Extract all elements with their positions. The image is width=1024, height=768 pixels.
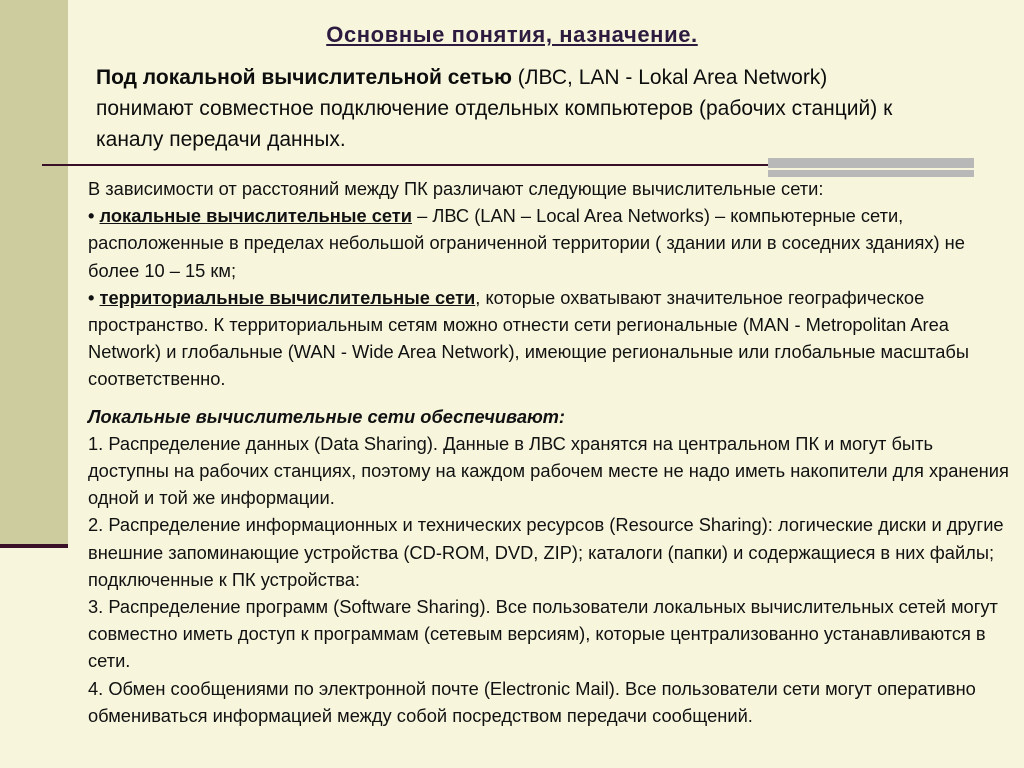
provides-item-2: 2. Распределение информационных и технических ресурсов (Resource Sharing): логические диски и другие внешние запоминающие устройства (CD-ROM, DVD, ZIP); каталоги (папки) и содержащиеся в них файлы; подключенные к ПК устройства: xyxy=(88,514,1004,590)
intro-term: Под локальной вычислительной сетью xyxy=(96,66,512,89)
types-item-lan xyxy=(88,202,1018,284)
side-decor-band xyxy=(0,0,68,548)
slide-title: Основные понятия, назначение. xyxy=(326,22,698,47)
bullet-icon: • xyxy=(88,286,95,308)
types-lead: В зависимости от расстояний между ПК различают следующие вычислительные сети: xyxy=(88,178,824,199)
term-wan: территориальные вычислительные сети xyxy=(99,286,476,308)
text-lan: – ЛВС (LAN – Local Area Networks) – компьютерные сети, расположенные в пределах небольшой ограниченной территории ( здании или в соседних зданиях) не более 10 – 15 км; xyxy=(88,205,965,281)
bullet-icon: • xyxy=(88,205,95,227)
types-item-wan xyxy=(88,284,1018,393)
intro-text: (ЛВС, LAN - Lokal Area Network) понимают совместное подключение отдельных компьютеров (рабочих станций) к каналу передачи данных. xyxy=(96,66,893,151)
provides-item-3: 3. Распределение программ (Software Sharing). Все пользователи локальных вычислительных сетей могут совместно иметь доступ к программам (сетевым версиям), которые централизованно устанавливаются в сети. xyxy=(88,596,998,672)
provides-item-4: 4. Обмен сообщениями по электронной почте (Electronic Mail). Все пользователи сети могут оперативно обмениваться информацией между собой посредством передачи сообщений. xyxy=(88,677,976,726)
intro-definition xyxy=(96,62,926,155)
side-decor-rule xyxy=(0,544,68,548)
provides-item-1: 1. Распределение данных (Data Sharing). Данные в ЛВС хранятся на центральном ПК и могут быть доступны на рабочих станциях, поэтому на каждом рабочем месте не надо иметь накопители для хранения одной и той же информации. xyxy=(88,432,1009,509)
text-wan: , которые охватывают значительное географическое пространство. К территориальным сетям можно отнести сети региональные (MAN - Metropolitan Area Network) и глобальные (WAN - Wide Area Network), имеющие региональные или глобальные масштабы соответственно. xyxy=(88,286,970,390)
term-lan: локальные вычислительные сети xyxy=(99,205,412,227)
provides-heading: Локальные вычислительные сети обеспечивают: xyxy=(88,405,565,427)
slide-body xyxy=(88,175,1018,729)
